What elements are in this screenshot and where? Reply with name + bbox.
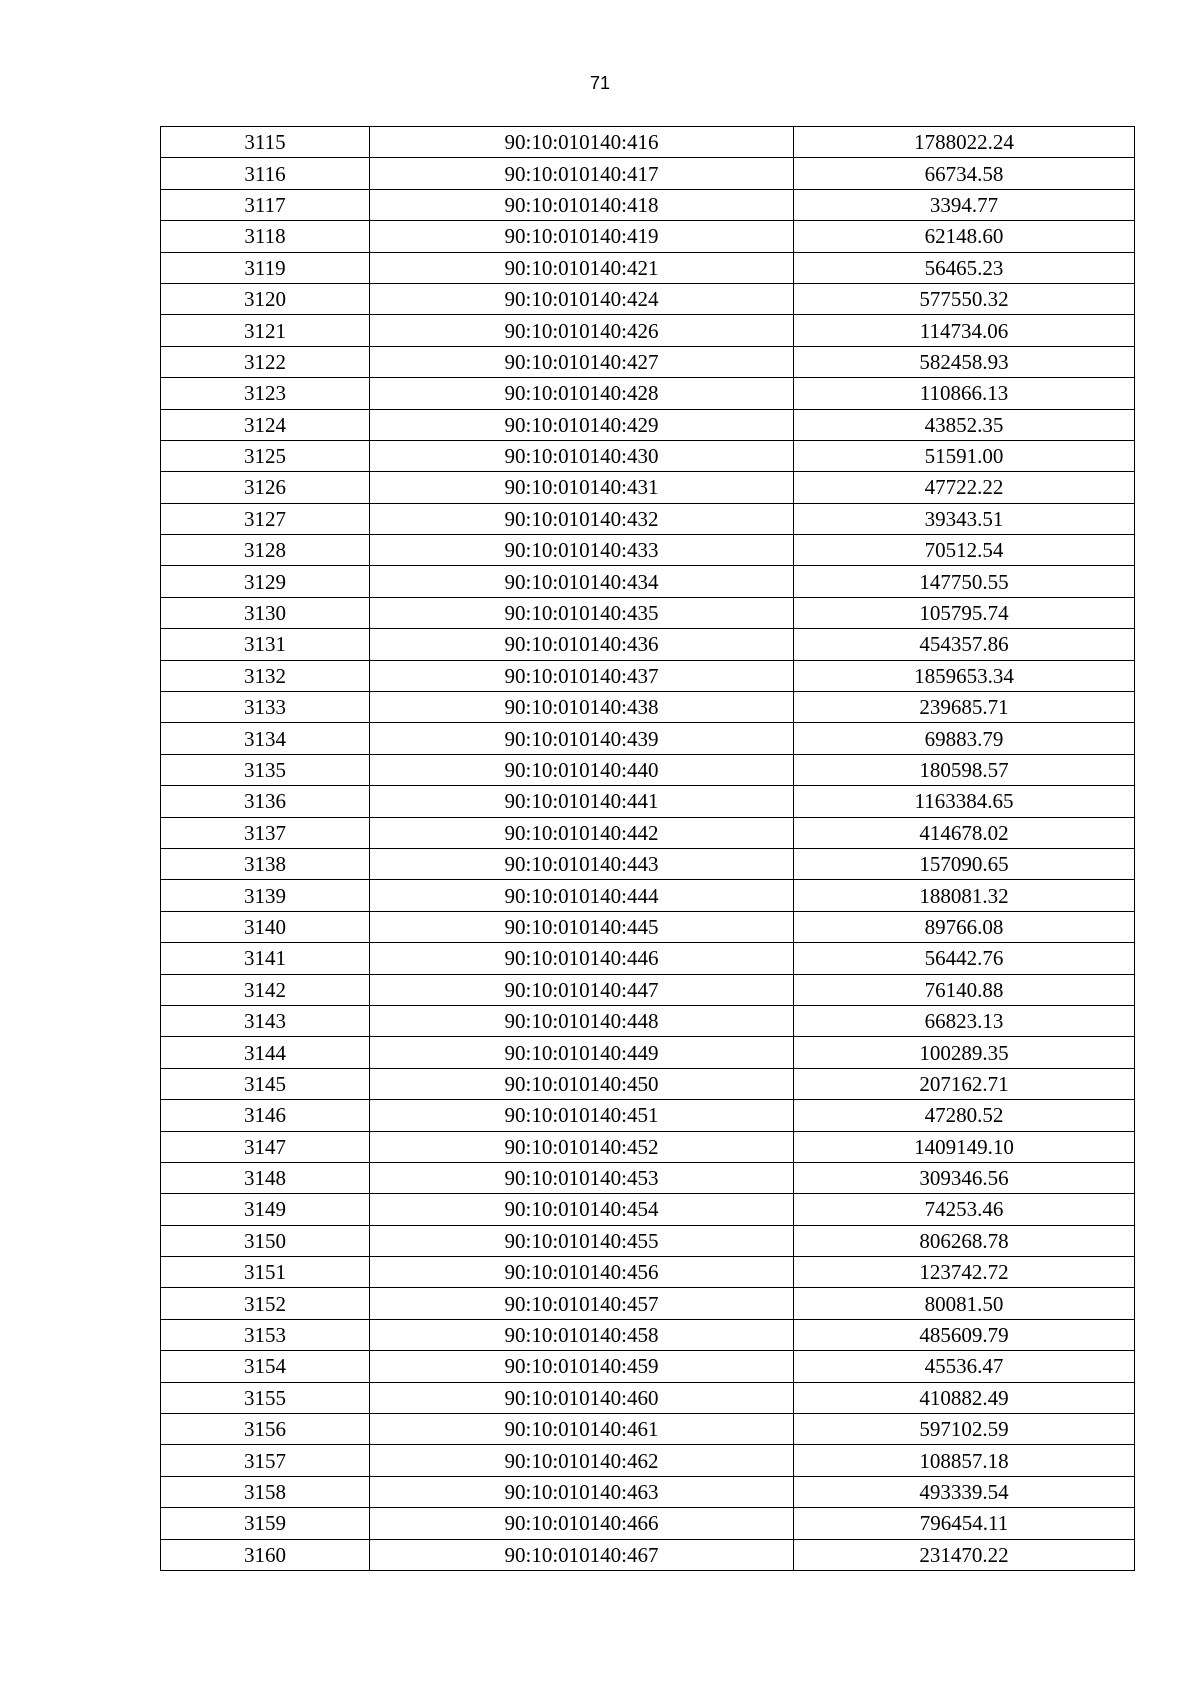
cadastral-value-cell: 108857.18 [794, 1445, 1135, 1476]
row-number-cell: 3125 [161, 440, 370, 471]
table-row [161, 283, 1135, 314]
table-row [161, 566, 1135, 597]
row-number-cell: 3156 [161, 1414, 370, 1445]
cadastral-number-cell: 90:10:010140:441 [370, 786, 794, 817]
row-number-cell: 3158 [161, 1476, 370, 1507]
cadastral-value-cell: 80081.50 [794, 1288, 1135, 1319]
cadastral-number-cell: 90:10:010140:440 [370, 754, 794, 785]
cadastral-value-cell: 51591.00 [794, 440, 1135, 471]
cadastral-number-cell: 90:10:010140:458 [370, 1319, 794, 1350]
table-body [161, 127, 1135, 1571]
table-row [161, 189, 1135, 220]
row-number-cell: 3153 [161, 1319, 370, 1350]
row-number-cell: 3146 [161, 1100, 370, 1131]
table-row [161, 1100, 1135, 1131]
cadastral-value-cell: 74253.46 [794, 1194, 1135, 1225]
cadastral-value-cell: 180598.57 [794, 754, 1135, 785]
cadastral-value-cell: 66734.58 [794, 158, 1135, 189]
cadastral-value-cell: 1859653.34 [794, 660, 1135, 691]
table-row [161, 221, 1135, 252]
cadastral-value-cell: 1163384.65 [794, 786, 1135, 817]
row-number-cell: 3128 [161, 535, 370, 566]
table-row [161, 1068, 1135, 1099]
cadastral-value-cell: 493339.54 [794, 1476, 1135, 1507]
row-number-cell: 3131 [161, 629, 370, 660]
row-number-cell: 3121 [161, 315, 370, 346]
cadastral-number-cell: 90:10:010140:452 [370, 1131, 794, 1162]
cadastral-number-cell: 90:10:010140:445 [370, 911, 794, 942]
table-row [161, 597, 1135, 628]
row-number-cell: 3122 [161, 346, 370, 377]
row-number-cell: 3138 [161, 848, 370, 879]
row-number-cell: 3133 [161, 692, 370, 723]
table-row [161, 409, 1135, 440]
cadastral-number-cell: 90:10:010140:461 [370, 1414, 794, 1445]
cadastral-value-cell: 1409149.10 [794, 1131, 1135, 1162]
cadastral-number-cell: 90:10:010140:439 [370, 723, 794, 754]
cadastral-number-cell: 90:10:010140:451 [370, 1100, 794, 1131]
table-row [161, 1319, 1135, 1350]
cadastral-number-cell: 90:10:010140:463 [370, 1476, 794, 1507]
table-row [161, 723, 1135, 754]
row-number-cell: 3120 [161, 283, 370, 314]
row-number-cell: 3157 [161, 1445, 370, 1476]
table-row [161, 378, 1135, 409]
cadastral-number-cell: 90:10:010140:455 [370, 1225, 794, 1256]
cadastral-value-cell: 577550.32 [794, 283, 1135, 314]
table-row [161, 315, 1135, 346]
row-number-cell: 3130 [161, 597, 370, 628]
cadastral-number-cell: 90:10:010140:435 [370, 597, 794, 628]
cadastral-number-cell: 90:10:010140:419 [370, 221, 794, 252]
cadastral-number-cell: 90:10:010140:428 [370, 378, 794, 409]
row-number-cell: 3116 [161, 158, 370, 189]
cadastral-value-cell: 110866.13 [794, 378, 1135, 409]
cadastral-number-cell: 90:10:010140:459 [370, 1351, 794, 1382]
table-row [161, 440, 1135, 471]
cadastral-value-cell: 157090.65 [794, 848, 1135, 879]
cadastral-number-cell: 90:10:010140:430 [370, 440, 794, 471]
cadastral-number-cell: 90:10:010140:418 [370, 189, 794, 220]
cadastral-number-cell: 90:10:010140:424 [370, 283, 794, 314]
table-row [161, 535, 1135, 566]
table-row [161, 1257, 1135, 1288]
cadastral-value-cell: 188081.32 [794, 880, 1135, 911]
cadastral-number-cell: 90:10:010140:437 [370, 660, 794, 691]
cadastral-value-cell: 39343.51 [794, 503, 1135, 534]
table-row [161, 346, 1135, 377]
cadastral-value-cell: 56442.76 [794, 943, 1135, 974]
table-row [161, 629, 1135, 660]
cadastral-number-cell: 90:10:010140:446 [370, 943, 794, 974]
cadastral-number-cell: 90:10:010140:449 [370, 1037, 794, 1068]
cadastral-number-cell: 90:10:010140:432 [370, 503, 794, 534]
row-number-cell: 3147 [161, 1131, 370, 1162]
table-row [161, 911, 1135, 942]
row-number-cell: 3143 [161, 1005, 370, 1036]
cadastral-number-cell: 90:10:010140:460 [370, 1382, 794, 1413]
table-row [161, 252, 1135, 283]
table-row [161, 1445, 1135, 1476]
table-row [161, 1225, 1135, 1256]
cadastral-value-cell: 43852.35 [794, 409, 1135, 440]
table-row [161, 472, 1135, 503]
table-row [161, 880, 1135, 911]
cadastral-value-cell: 70512.54 [794, 535, 1135, 566]
cadastral-value-cell: 796454.11 [794, 1508, 1135, 1539]
row-number-cell: 3139 [161, 880, 370, 911]
row-number-cell: 3115 [161, 127, 370, 158]
table-row [161, 1162, 1135, 1193]
cadastral-number-cell: 90:10:010140:456 [370, 1257, 794, 1288]
cadastral-number-cell: 90:10:010140:467 [370, 1539, 794, 1570]
table-row [161, 1005, 1135, 1036]
row-number-cell: 3144 [161, 1037, 370, 1068]
cadastral-number-cell: 90:10:010140:426 [370, 315, 794, 346]
row-number-cell: 3142 [161, 974, 370, 1005]
cadastral-number-cell: 90:10:010140:442 [370, 817, 794, 848]
row-number-cell: 3117 [161, 189, 370, 220]
cadastral-value-cell: 239685.71 [794, 692, 1135, 723]
table-row [161, 660, 1135, 691]
cadastral-number-cell: 90:10:010140:434 [370, 566, 794, 597]
cadastral-value-cell: 309346.56 [794, 1162, 1135, 1193]
cadastral-number-cell: 90:10:010140:421 [370, 252, 794, 283]
row-number-cell: 3149 [161, 1194, 370, 1225]
table-row [161, 1351, 1135, 1382]
cadastral-number-cell: 90:10:010140:466 [370, 1508, 794, 1539]
table-row [161, 1131, 1135, 1162]
cadastral-number-cell: 90:10:010140:450 [370, 1068, 794, 1099]
table-row [161, 1508, 1135, 1539]
row-number-cell: 3159 [161, 1508, 370, 1539]
row-number-cell: 3134 [161, 723, 370, 754]
table-row [161, 1037, 1135, 1068]
table-row [161, 1382, 1135, 1413]
cadastral-value-cell: 231470.22 [794, 1539, 1135, 1570]
row-number-cell: 3123 [161, 378, 370, 409]
table-row [161, 848, 1135, 879]
row-number-cell: 3151 [161, 1257, 370, 1288]
cadastral-number-cell: 90:10:010140:417 [370, 158, 794, 189]
row-number-cell: 3145 [161, 1068, 370, 1099]
cadastral-value-cell: 806268.78 [794, 1225, 1135, 1256]
row-number-cell: 3132 [161, 660, 370, 691]
row-number-cell: 3129 [161, 566, 370, 597]
row-number-cell: 3150 [161, 1225, 370, 1256]
row-number-cell: 3148 [161, 1162, 370, 1193]
cadastral-number-cell: 90:10:010140:427 [370, 346, 794, 377]
table-row [161, 974, 1135, 1005]
table-row [161, 1414, 1135, 1445]
cadastral-number-cell: 90:10:010140:436 [370, 629, 794, 660]
cadastral-value-cell: 45536.47 [794, 1351, 1135, 1382]
cadastral-number-cell: 90:10:010140:462 [370, 1445, 794, 1476]
table-row [161, 754, 1135, 785]
row-number-cell: 3137 [161, 817, 370, 848]
cadastral-number-cell: 90:10:010140:429 [370, 409, 794, 440]
cadastral-number-cell: 90:10:010140:431 [370, 472, 794, 503]
table-row [161, 786, 1135, 817]
cadastral-value-cell: 147750.55 [794, 566, 1135, 597]
row-number-cell: 3160 [161, 1539, 370, 1570]
table-row [161, 1288, 1135, 1319]
table-row [161, 1194, 1135, 1225]
table-row [161, 1476, 1135, 1507]
row-number-cell: 3126 [161, 472, 370, 503]
row-number-cell: 3141 [161, 943, 370, 974]
cadastral-number-cell: 90:10:010140:443 [370, 848, 794, 879]
cadastral-number-cell: 90:10:010140:438 [370, 692, 794, 723]
cadastral-value-cell: 62148.60 [794, 221, 1135, 252]
cadastral-value-cell: 56465.23 [794, 252, 1135, 283]
row-number-cell: 3140 [161, 911, 370, 942]
row-number-cell: 3154 [161, 1351, 370, 1382]
table-row [161, 943, 1135, 974]
cadastral-number-cell: 90:10:010140:416 [370, 127, 794, 158]
cadastral-value-cell: 100289.35 [794, 1037, 1135, 1068]
cadastral-value-cell: 105795.74 [794, 597, 1135, 628]
row-number-cell: 3135 [161, 754, 370, 785]
row-number-cell: 3118 [161, 221, 370, 252]
table-row [161, 692, 1135, 723]
cadastral-number-cell: 90:10:010140:448 [370, 1005, 794, 1036]
cadastral-value-cell: 1788022.24 [794, 127, 1135, 158]
cadastral-value-cell: 597102.59 [794, 1414, 1135, 1445]
cadastral-value-cell: 454357.86 [794, 629, 1135, 660]
cadastral-number-cell: 90:10:010140:453 [370, 1162, 794, 1193]
row-number-cell: 3127 [161, 503, 370, 534]
cadastral-value-cell: 47280.52 [794, 1100, 1135, 1131]
cadastral-value-cell: 3394.77 [794, 189, 1135, 220]
table-row [161, 127, 1135, 158]
table-row [161, 503, 1135, 534]
row-number-cell: 3119 [161, 252, 370, 283]
cadastral-value-cell: 123742.72 [794, 1257, 1135, 1288]
page-number: 71 [589, 73, 611, 93]
cadastral-value-cell: 410882.49 [794, 1382, 1135, 1413]
table-row [161, 158, 1135, 189]
cadastral-value-cell: 485609.79 [794, 1319, 1135, 1350]
row-number-cell: 3155 [161, 1382, 370, 1413]
cadastral-value-cell: 414678.02 [794, 817, 1135, 848]
table-row [161, 1539, 1135, 1570]
cadastral-value-cell: 76140.88 [794, 974, 1135, 1005]
cadastral-value-cell: 89766.08 [794, 911, 1135, 942]
row-number-cell: 3136 [161, 786, 370, 817]
cadastral-number-cell: 90:10:010140:457 [370, 1288, 794, 1319]
cadastral-value-cell: 114734.06 [794, 315, 1135, 346]
row-number-cell: 3124 [161, 409, 370, 440]
cadastral-value-cell: 582458.93 [794, 346, 1135, 377]
cadastral-number-cell: 90:10:010140:433 [370, 535, 794, 566]
cadastral-value-cell: 207162.71 [794, 1068, 1135, 1099]
cadastral-value-cell: 47722.22 [794, 472, 1135, 503]
cadastral-number-cell: 90:10:010140:447 [370, 974, 794, 1005]
cadastral-value-cell: 69883.79 [794, 723, 1135, 754]
cadastral-number-cell: 90:10:010140:444 [370, 880, 794, 911]
cadastral-value-table [160, 126, 1135, 1571]
cadastral-number-cell: 90:10:010140:454 [370, 1194, 794, 1225]
table-row [161, 817, 1135, 848]
cadastral-value-cell: 66823.13 [794, 1005, 1135, 1036]
row-number-cell: 3152 [161, 1288, 370, 1319]
